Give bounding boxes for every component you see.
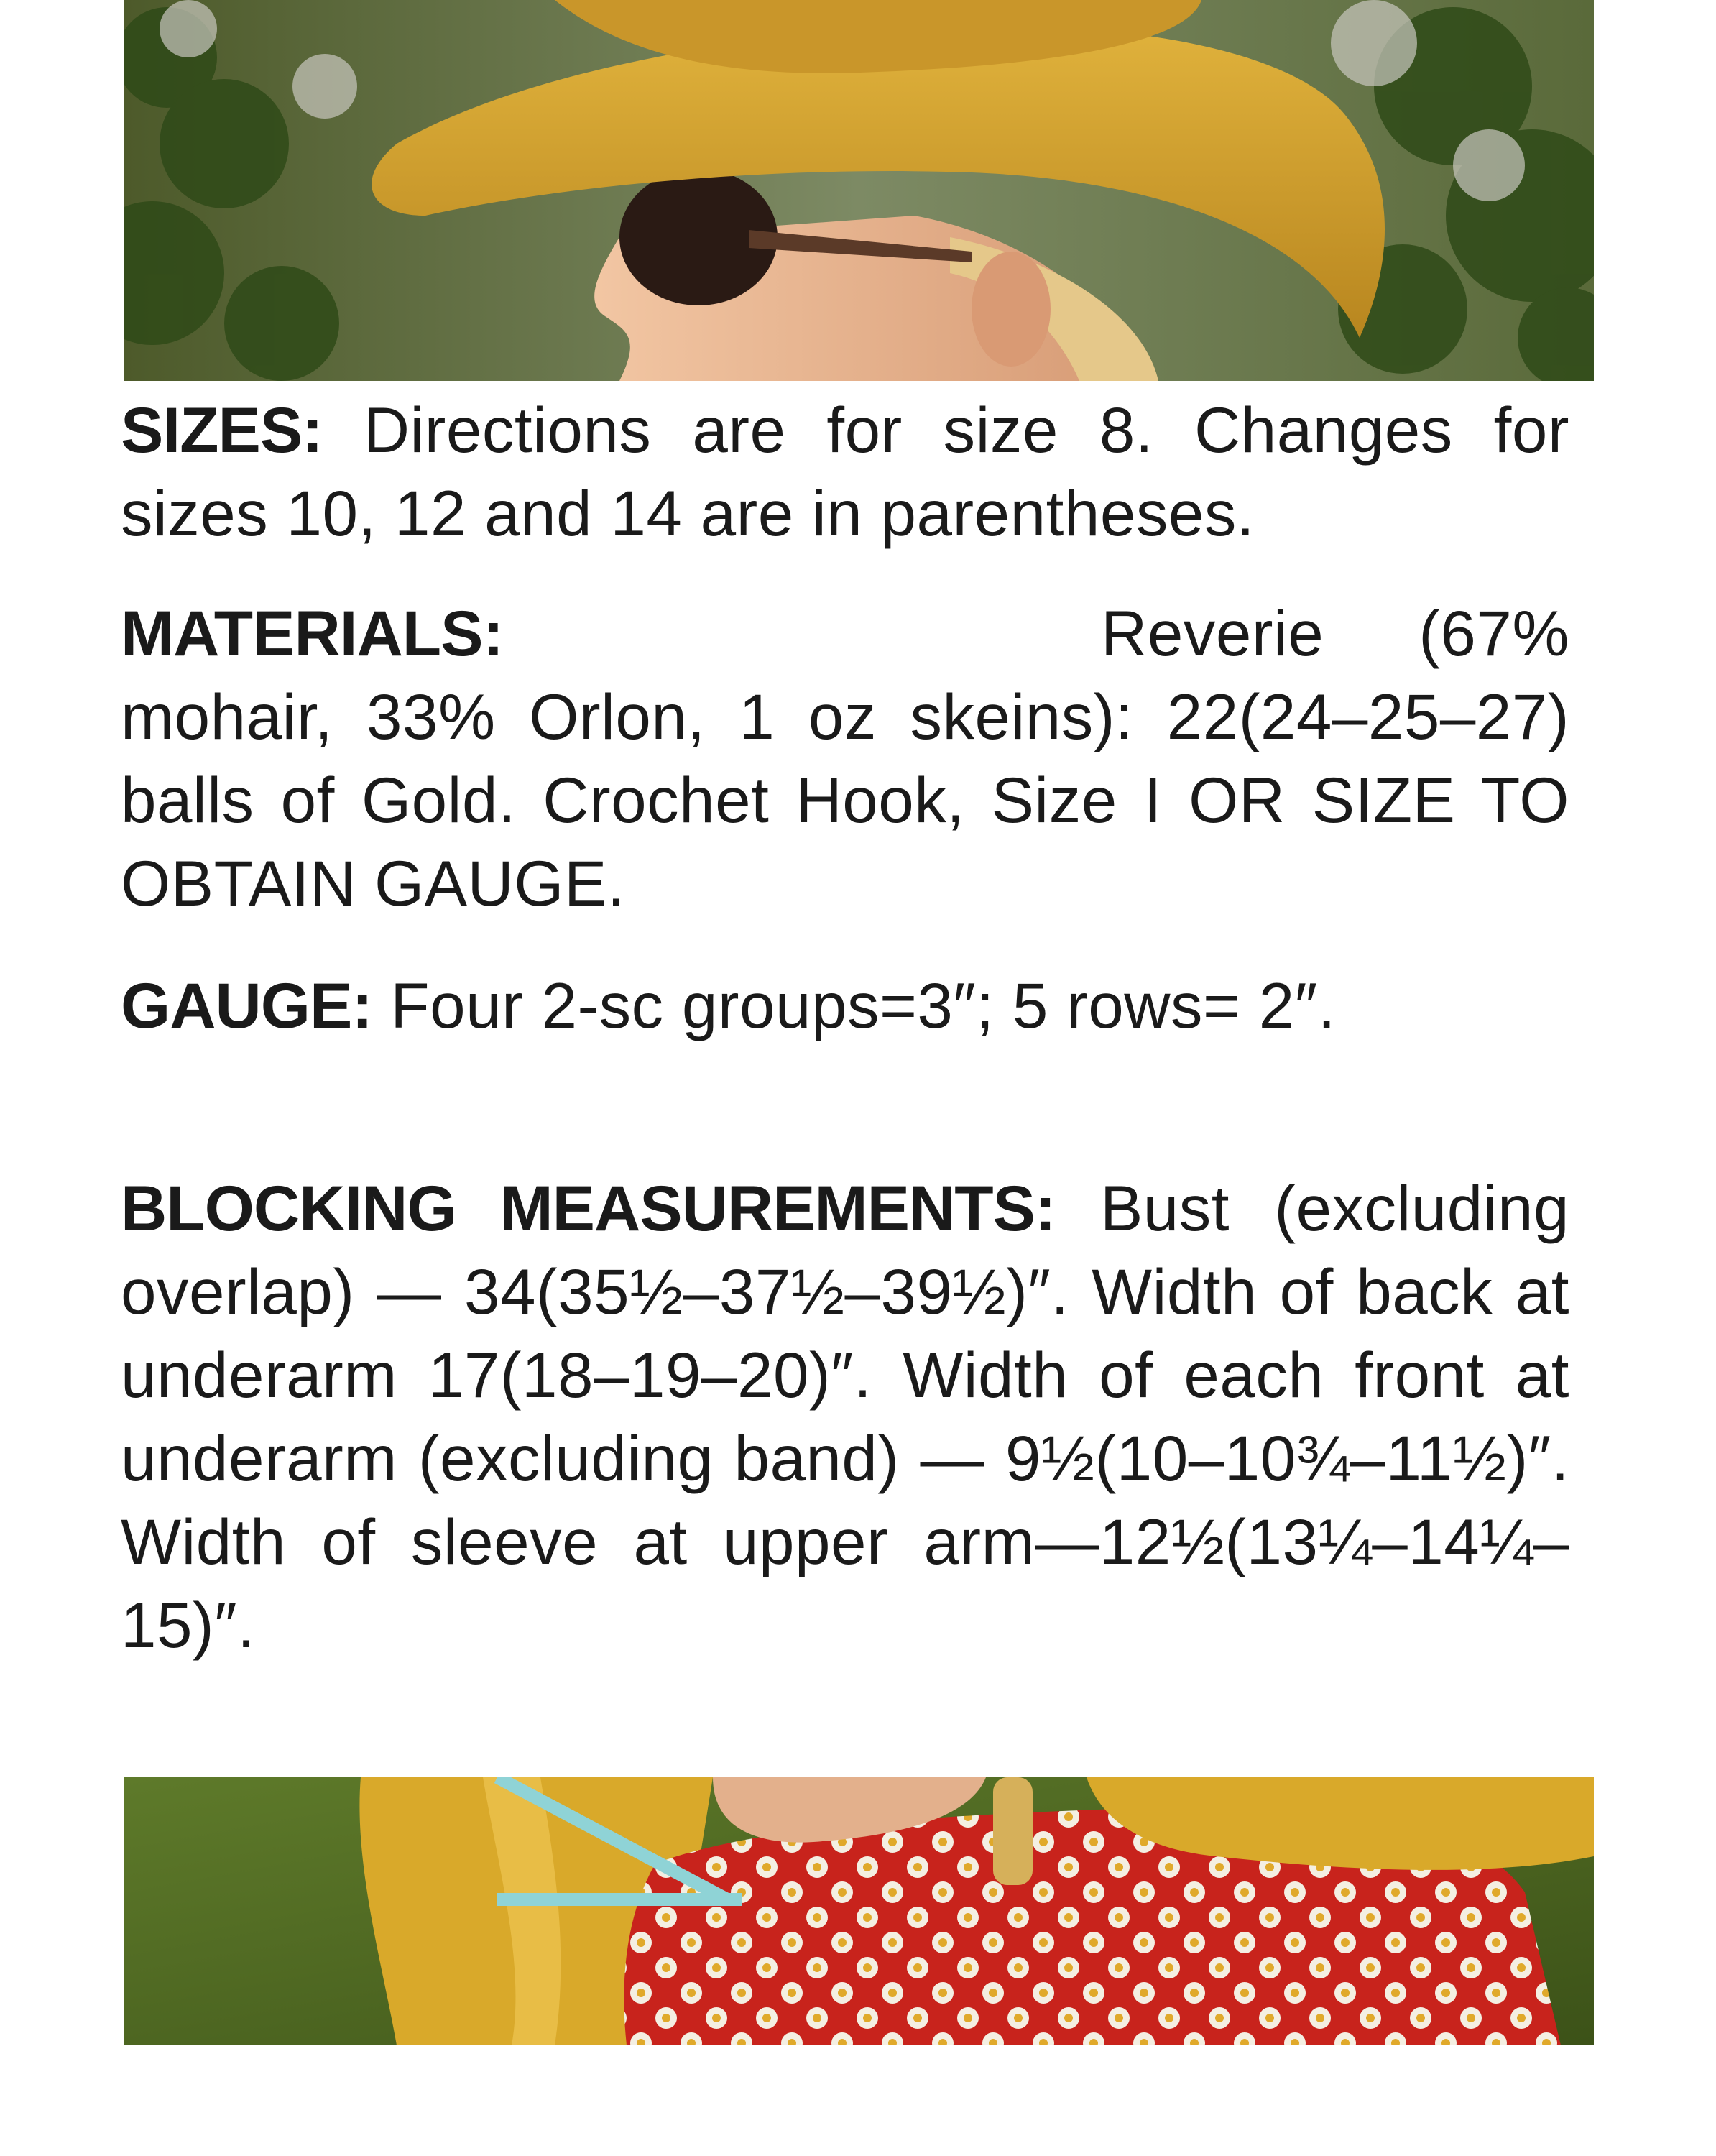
materials-section xyxy=(121,591,1569,925)
mohair-jacket-photo xyxy=(124,1777,1594,2045)
gauge-section xyxy=(121,964,1569,1047)
gauge-text: Four 2-sc groups=3″; 5 rows= 2″. xyxy=(390,969,1336,1041)
bottom-photo xyxy=(124,1777,1594,2045)
blocking-label: BLOCKING MEASUREMENTS: xyxy=(121,1172,1056,1244)
blocking-text: Bust (excluding overlap) — 34(35½–37½–39½)″. Width of back at underarm 17(18–19–20)″. Width of each front at underarm (excluding band) — 9½(10–10¾–11½)″. Width of sleeve at upper arm—12½(13¼–14¼–15)″. xyxy=(121,1172,1569,1661)
materials-text: Reverie (67% mohair, 33% Orlon, 1 oz skeins): 22(24–25–27) balls of Gold. Crochet Hook, Size I OR SIZE TO OBTAIN GAUGE. xyxy=(121,597,1570,919)
materials-label: MATERIALS: xyxy=(121,597,504,669)
blocking-measurements-section xyxy=(121,1166,1569,1667)
top-photo xyxy=(124,0,1594,381)
sizes-section xyxy=(121,388,1569,555)
sizes-text: Directions are for size 8. Changes for sizes 10, 12 and 14 are in parentheses. xyxy=(121,394,1570,549)
sizes-label: SIZES: xyxy=(121,394,323,466)
cowboy-hat-photo xyxy=(124,0,1594,381)
gauge-label: GAUGE: xyxy=(121,969,372,1041)
